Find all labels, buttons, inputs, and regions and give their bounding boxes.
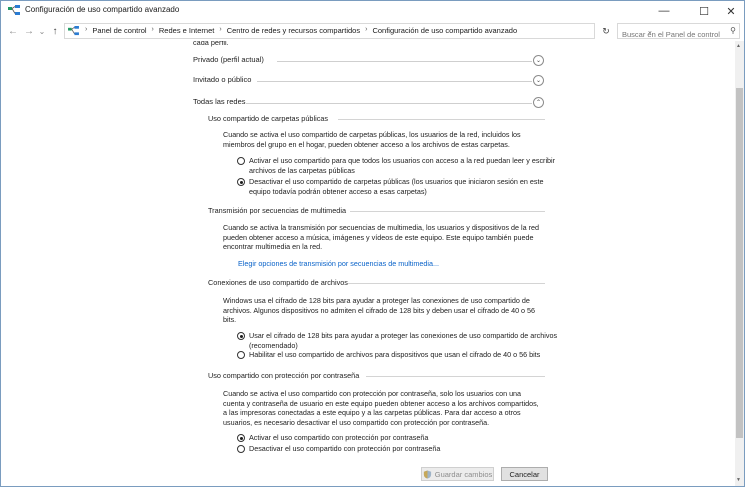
profile-label: Todas las redes [193,97,246,106]
section-heading: Uso compartido de carpetas públicas [208,114,329,123]
public-folders-option-on[interactable] [237,156,559,175]
breadcrumb-control-panel[interactable]: Panel de control [92,26,147,35]
section-heading: Transmisión por secuencias de multimedia [208,206,347,215]
profile-guest-public[interactable] [193,75,545,87]
radio-button-selected[interactable] [237,332,245,340]
radio-label[interactable]: Activar el uso compartido para que todos los usuarios con acceso a la red puedan leer y escribir archivos de las carpetas públicas [249,156,556,175]
address-bar[interactable] [64,23,653,39]
cancel-label: Cancelar [509,469,540,479]
radio-label[interactable]: Habilitar el uso compartido de archivos para dispositivos que usan el cifrado de 40 o 56 bits [249,350,541,359]
breadcrumb-separator: › [85,26,88,33]
radio-label[interactable]: Usar el cifrado de 128 bits para ayudar a proteger las conexiones de uso compartido de archivos (recomendado) [249,331,558,350]
search-box[interactable] [617,23,740,39]
close-button[interactable]: ✕ [726,5,736,18]
breadcrumb-network-internet[interactable]: Redes e Internet [158,26,215,35]
breadcrumb-network-sharing-center[interactable]: Centro de redes y recursos compartidos [226,26,361,35]
cancel-button[interactable] [501,467,548,481]
chevron-down-icon[interactable]: ⌄ [533,75,544,86]
divider [257,81,532,82]
minimize-button[interactable]: — [658,5,670,17]
scroll-down-icon[interactable]: ▼ [736,477,741,483]
network-icon [8,5,20,16]
media-streaming-description: Cuando se activa la transmisión por secuencias de multimedia, los usuarios y dispositivos de la red pueden obtener acceso a música, imágenes y vídeos de este equipo. Este equipo también puede encontrar multimedia en la red. [223,223,540,252]
radio-button-selected[interactable] [237,434,245,442]
password-protection-description: Cuando se activa el uso compartido con protección por contraseña, solo los usuarios con una cuenta y contraseña de usuario en este equipo pueden obtener acceso a los archivos compartidos, a las impresoras conectadas a este equipo y a las carpetas públicas. Para dar acceso a otros usuarios, es necesario desactivar el uso compartido con protección por contraseña. [223,389,539,427]
breadcrumb [83,26,520,35]
forward-arrow-icon[interactable]: → [24,25,34,37]
radio-button[interactable] [237,445,245,453]
divider [246,103,532,104]
settings-content [1,41,735,487]
uac-shield-icon [423,470,432,479]
media-streaming-options-link[interactable]: Elegir opciones de transmisión por secuencias de multimedia... [238,259,439,268]
section-public-folders [208,114,545,124]
profile-label: Invitado o público [193,75,252,84]
search-input[interactable] [618,28,739,42]
radio-label[interactable]: Desactivar el uso compartido con protección por contraseña [249,444,441,453]
divider [366,376,545,377]
search-icon[interactable]: ⚲ [730,26,736,35]
up-arrow-icon[interactable]: ↑ [52,25,58,37]
divider [277,61,532,62]
window-title: Configuración de uso compartido avanzado [25,5,180,14]
scroll-up-icon[interactable]: ▲ [736,43,741,49]
section-file-sharing [208,278,545,288]
control-panel-network-icon [68,26,79,36]
breadcrumb-separator: › [151,26,154,33]
save-changes-button[interactable] [421,467,494,481]
divider [338,119,545,120]
profile-label: Privado (perfil actual) [193,55,264,64]
breadcrumb-separator: › [219,26,222,33]
vertical-scrollbar[interactable] [735,41,744,487]
breadcrumb-advanced-sharing[interactable]: Configuración de uso compartido avanzado [372,26,518,35]
radio-button-selected[interactable] [237,178,245,186]
refresh-icon[interactable]: ↻ [602,25,610,36]
password-protection-option-off[interactable] [237,444,559,454]
maximize-button[interactable]: ☐ [699,5,709,18]
divider [350,211,545,212]
profile-private[interactable] [193,55,545,67]
cut-off-text: cada perfil. [193,41,229,47]
file-sharing-option-40-56[interactable] [237,350,559,360]
chevron-down-icon[interactable]: ⌄ [647,28,653,35]
password-protection-option-on[interactable] [237,433,559,443]
chevron-down-icon[interactable]: ⌄ [533,55,544,66]
radio-button[interactable] [237,157,245,165]
radio-label[interactable]: Activar el uso compartido con protección por contraseña [249,433,429,442]
breadcrumb-separator: › [365,26,368,33]
section-heading: Conexiones de uso compartido de archivos [208,278,348,287]
title-bar [1,1,744,21]
divider [348,283,545,284]
radio-label[interactable]: Desactivar el uso compartido de carpetas públicas (los usuarios que iniciaron sesión en este equipo todavía podrán obtener acceso a esas carpetas) [249,177,544,196]
section-media-streaming [208,206,545,216]
radio-button[interactable] [237,351,245,359]
public-folders-option-off[interactable] [237,177,559,196]
chevron-up-icon[interactable]: ⌃ [533,97,544,108]
public-folders-description: Cuando se activa el uso compartido de carpetas públicas, los usuarios de la red, incluidos los miembros del grupo en el hogar, pueden obtener acceso a los archivos de estas carpetas. [223,130,521,149]
save-changes-label: Guardar cambios [434,469,493,479]
file-sharing-description: Windows usa el cifrado de 128 bits para ayudar a proteger las conexiones de uso compartido de archivos. Algunos dispositivos no admiten el cifrado de 128 bits y deben usar el cifrado de 40 o 56 bits. [223,296,536,325]
recent-locations-icon[interactable]: ⌄ [38,26,46,36]
file-sharing-option-128[interactable] [237,331,559,350]
back-arrow-icon[interactable]: ← [8,25,18,37]
section-password-protection [208,371,545,381]
scroll-thumb[interactable] [736,88,743,438]
navigation-bar [1,21,744,41]
profile-all-networks[interactable] [193,97,545,109]
section-heading: Uso compartido con protección por contraseña [208,371,360,380]
